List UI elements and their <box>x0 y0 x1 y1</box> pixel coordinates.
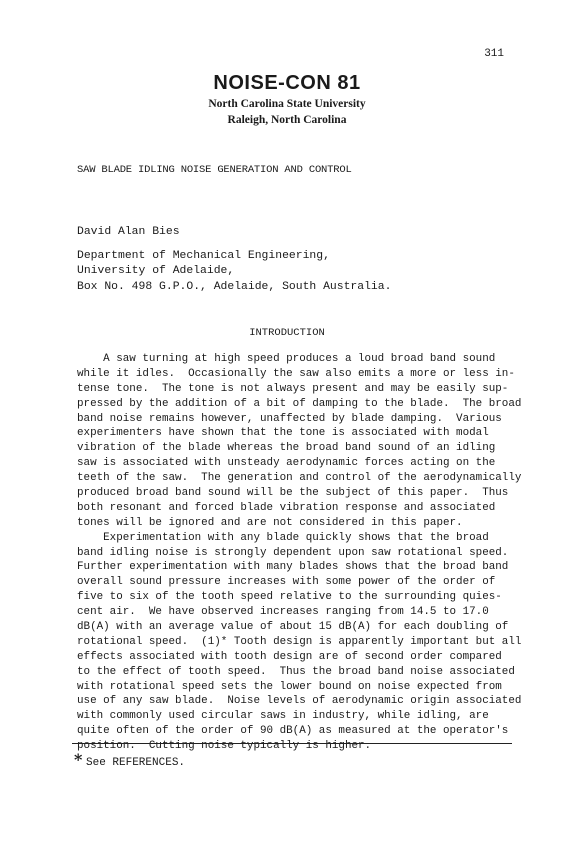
body-line: teeth of the saw. The generation and control of the aerodynamically <box>77 472 522 485</box>
body-line: while it idles. Occasionally the saw also emits a more or less in- <box>77 367 515 380</box>
body-line: pressed by the addition of a bit of damping to the blade. The broad <box>77 397 522 410</box>
body-line: saw is associated with unsteady aerodynamic forces acting on the <box>77 457 496 470</box>
conference-title: NOISE-CON 81 <box>213 72 361 94</box>
body-line: overall sound pressure increases with some power of the order of <box>77 576 496 589</box>
conference-header <box>0 70 574 128</box>
body-line: experimenters have shown that the tone is associated with modal <box>77 427 489 440</box>
body-text <box>77 352 522 754</box>
section-heading: INTRODUCTION <box>249 327 325 339</box>
paper-title: SAW BLADE IDLING NOISE GENERATION AND CONTROL <box>77 164 352 176</box>
body-line: Experimentation with any blade quickly shows that the broad <box>77 531 489 544</box>
footnote-mark: * <box>74 750 83 769</box>
body-line: quite often of the order of 90 dB(A) as measured at the operator's <box>77 725 509 738</box>
body-line: with commonly used circular saws in industry, while idling, are <box>77 710 489 723</box>
body-line: effects associated with tooth design are of second order compared <box>77 650 502 663</box>
body-line: dB(A) with an average value of about 15 dB(A) for each doubling of <box>77 621 509 634</box>
author-block <box>77 225 391 295</box>
body-line: cent air. We have observed increases ranging from 14.5 to 17.0 <box>77 606 489 619</box>
body-line: vibration of the blade whereas the broad band sound of an idling <box>77 442 496 455</box>
body-line: use of any saw blade. Noise levels of aerodynamic origin associated <box>77 695 522 708</box>
body-line: rotational speed. (1)* Tooth design is apparently important but all <box>77 635 522 648</box>
footnote-rule <box>72 743 512 744</box>
body-line: Further experimentation with many blades shows that the broad band <box>77 561 509 574</box>
conference-institution: North Carolina State University <box>208 98 366 110</box>
body-line: both resonant and forced blade vibration response and associated <box>77 501 496 514</box>
body-line: tense tone. The tone is not always present and may be easily sup- <box>77 382 509 395</box>
footnote-text: See REFERENCES. <box>86 757 186 769</box>
author-affiliation-line: Box No. 498 G.P.O., Adelaide, South Australia. <box>77 280 392 293</box>
body-line: A saw turning at high speed produces a loud broad band sound <box>77 353 496 365</box>
conference-location: Raleigh, North Carolina <box>227 114 347 126</box>
body-line: band noise remains however, unaffected by blade damping. Various <box>77 412 502 425</box>
body-line: five to six of the tooth speed relative to the surrounding quies- <box>77 591 502 604</box>
body-line: tones will be ignored and are not considered in this paper. <box>77 516 463 529</box>
body-line: produced broad band sound will be the subject of this paper. Thus <box>77 487 509 500</box>
page-number: 311 <box>484 48 504 60</box>
body-line: position. Cutting noise typically is higher. <box>77 740 372 753</box>
author-affiliation-line: Department of Mechanical Engineering, <box>77 249 330 262</box>
author-name: David Alan Bies <box>77 226 180 238</box>
body-line: to the effect of tooth speed. Thus the broad band noise associated <box>77 665 515 678</box>
body-line: band idling noise is strongly dependent upon saw rotational speed. <box>77 546 509 559</box>
body-line: with rotational speed sets the lower bound on noise expected from <box>77 680 502 693</box>
author-affiliation-line: University of Adelaide, <box>77 265 235 277</box>
